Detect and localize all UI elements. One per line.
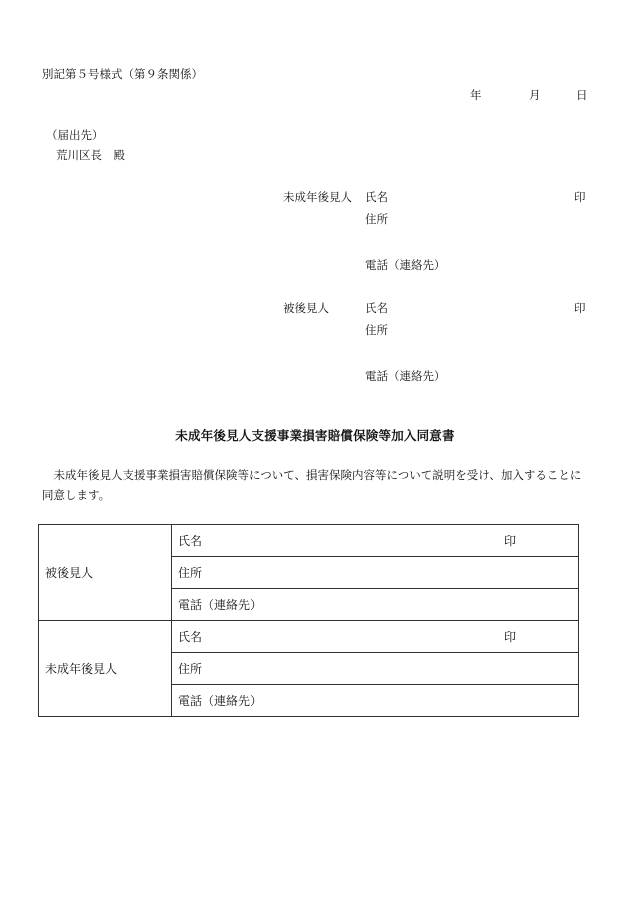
document-title: 未成年後見人支援事業損害賠償保険等加入同意書 (175, 428, 455, 443)
guardian-address-label: 住所 (365, 212, 388, 226)
ward-name-cell[interactable] (172, 525, 579, 557)
date-day-label: 日 (576, 88, 588, 102)
guardian-role-cell: 未成年後見人 (39, 621, 172, 717)
submit-to-recipient: 荒川区長 殿 (56, 148, 125, 162)
ward-phone-label: 電話（連絡先） (365, 369, 446, 383)
ward-name-label: 氏名 (365, 301, 388, 315)
ward-role-cell: 被後見人 (39, 525, 172, 621)
table-row (39, 525, 579, 557)
form-number: 別記第５号様式（第９条関係） (42, 67, 203, 81)
table-row (39, 621, 579, 653)
phone-label: 電話（連絡先） (178, 598, 263, 612)
submit-to-label: （届出先） (46, 128, 104, 142)
name-label: 氏名 (178, 630, 203, 644)
guardian-role-label: 未成年後見人 (283, 190, 352, 204)
guardian-phone-cell[interactable] (172, 685, 579, 717)
guardian-name-cell[interactable] (172, 621, 579, 653)
address-label: 住所 (178, 566, 203, 580)
guardian-name-label: 氏名 (365, 190, 388, 204)
date-month-label: 月 (529, 88, 541, 102)
phone-label: 電話（連絡先） (178, 694, 263, 708)
ward-phone-cell[interactable] (172, 589, 579, 621)
consent-signature-table (38, 524, 579, 717)
seal-mark: 印 (503, 534, 516, 548)
ward-address-cell[interactable] (172, 557, 579, 589)
ward-address-label: 住所 (365, 323, 388, 337)
guardian-phone-label: 電話（連絡先） (365, 258, 446, 272)
address-label: 住所 (178, 662, 203, 676)
consent-statement: 未成年後見人支援事業損害賠償保険等について、損害保険内容等について説明を受け、加入することに同意します。 (42, 468, 582, 502)
ward-role-label: 被後見人 (283, 301, 329, 315)
guardian-seal-mark: 印 (574, 190, 586, 204)
ward-seal-mark: 印 (574, 301, 586, 315)
seal-mark: 印 (503, 630, 516, 644)
name-label: 氏名 (178, 534, 203, 548)
guardian-address-cell[interactable] (172, 653, 579, 685)
date-year-label: 年 (470, 88, 482, 102)
